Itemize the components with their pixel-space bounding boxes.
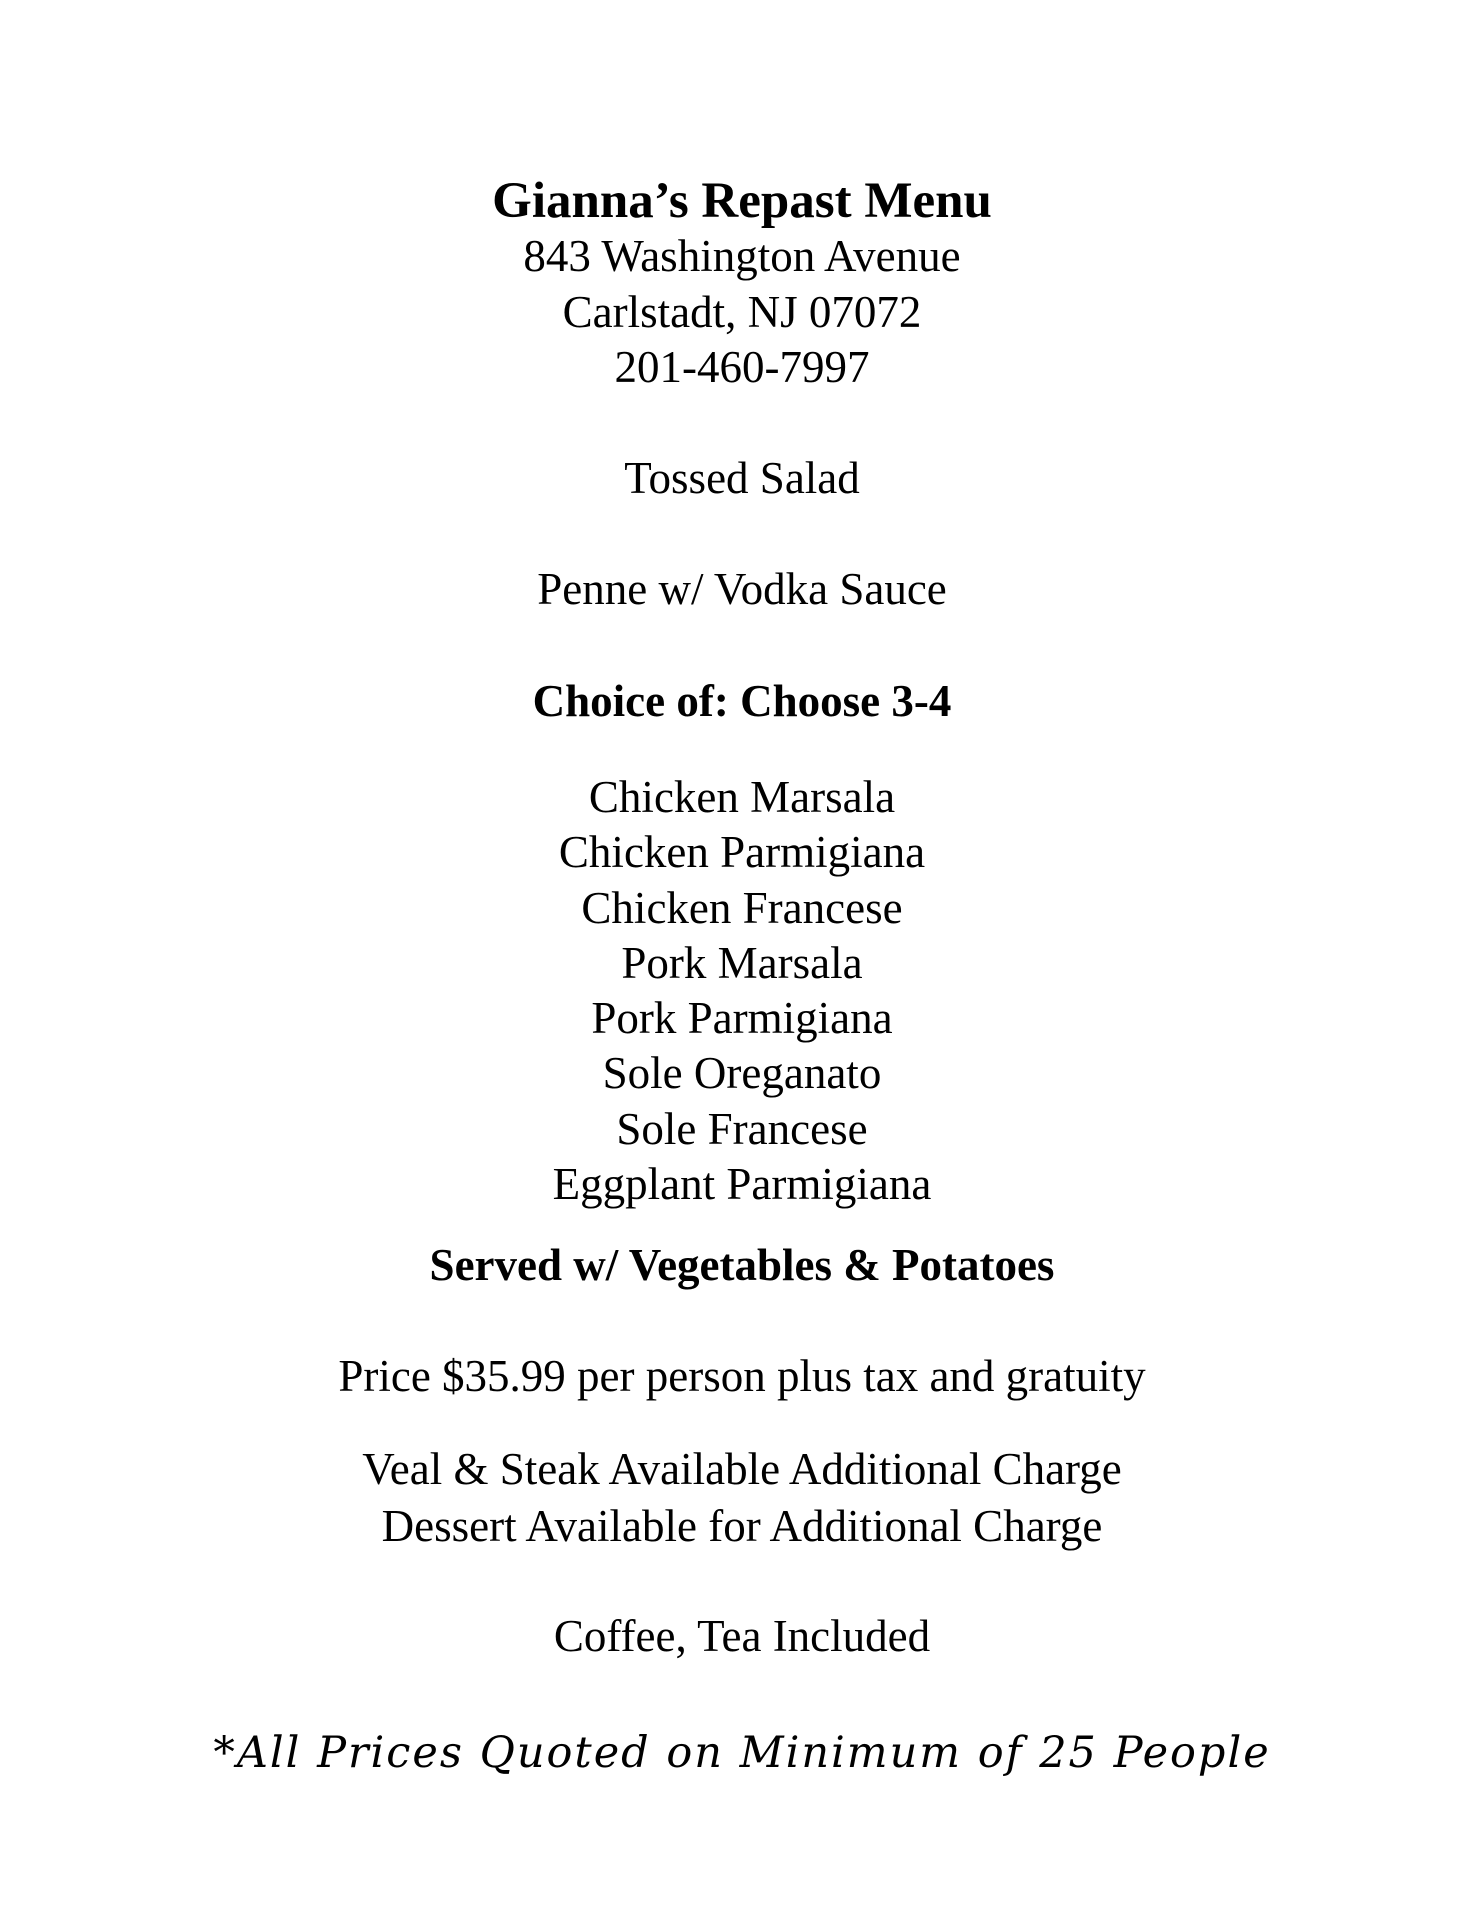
entree-list — [0, 770, 1484, 1212]
pasta-item: Penne w/ Vodka Sauce — [537, 564, 947, 614]
entree-item: Sole Oreganato — [602, 1048, 882, 1099]
entree-item: Pork Marsala — [621, 937, 863, 988]
minimum-footnote: *All Prices Quoted on Minimum of 25 People — [213, 1728, 1271, 1778]
veal-steak-note: Veal & Steak Available Additional Charge — [362, 1444, 1122, 1494]
dessert-note: Dessert Available for Additional Charge — [381, 1501, 1103, 1551]
entree-item: Chicken Marsala — [588, 772, 896, 822]
address-street: 843 Washington Avenue — [523, 231, 961, 281]
entree-item: Sole Francese — [616, 1103, 868, 1154]
entree-item: Eggplant Parmigiana — [552, 1159, 932, 1210]
entree-item: Chicken Francese — [581, 882, 903, 933]
price-line: Price $35.99 per person plus tax and gratuity — [338, 1351, 1146, 1401]
page-title: Gianna’s Repast Menu — [492, 173, 992, 229]
entree-item: Pork Parmigiana — [591, 993, 893, 1044]
coffee-tea-note: Coffee, Tea Included — [553, 1611, 931, 1661]
salad-item: Tossed Salad — [624, 453, 860, 503]
served-with-heading: Served w/ Vegetables & Potatoes — [429, 1240, 1055, 1290]
entree-item: Chicken Parmigiana — [558, 827, 926, 878]
choice-heading: Choice of: Choose 3-4 — [532, 676, 952, 726]
address-city: Carlstadt, NJ 07072 — [562, 287, 922, 337]
phone-number: 201-460-7997 — [614, 342, 870, 392]
